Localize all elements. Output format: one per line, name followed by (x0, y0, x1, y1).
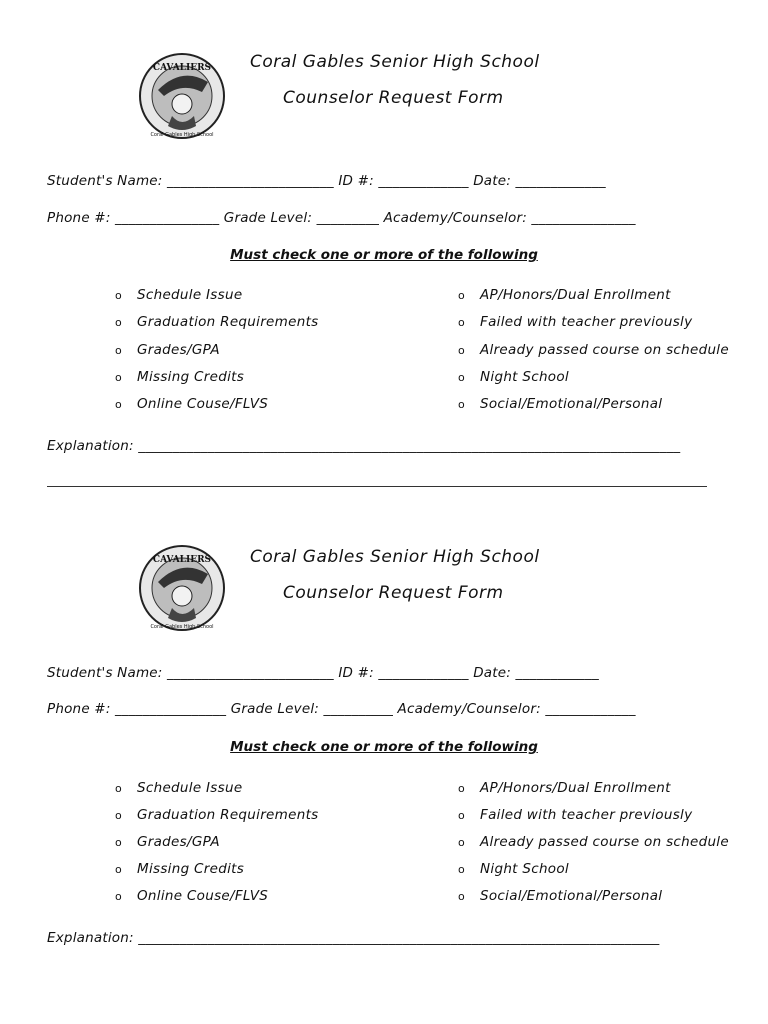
svg-text:Coral Gables High School: Coral Gables High School (150, 132, 214, 138)
counselor-form-2 (0, 492, 768, 982)
form-title: Counselor Request Form (283, 88, 504, 108)
option-missing-credits[interactable]: o Missing Credits (115, 861, 245, 877)
school-name: Coral Gables Senior High School (250, 52, 540, 72)
phone-line[interactable]: Phone #: _______________ Grade Level: _________ Academy/Counselor: _______________ (47, 210, 636, 226)
option-night-school[interactable]: o Night School (458, 861, 569, 877)
phone-line[interactable]: Phone #: ________________ Grade Level: __________ Academy/Counselor: _____________ (47, 701, 636, 717)
option-already-passed[interactable]: o Already passed course on schedule (458, 342, 729, 358)
school-name: Coral Gables Senior High School (250, 547, 540, 567)
option-graduation-requirements[interactable]: o Graduation Requirements (115, 314, 319, 330)
instruction-heading: Must check one or more of the following (230, 739, 538, 755)
cavaliers-logo (138, 52, 226, 140)
explanation-line[interactable]: Explanation: ___________________________________________________________________________ (47, 930, 660, 946)
student-name-line[interactable]: Student's Name: ________________________ ID #: _____________ Date: _____________ (47, 173, 606, 189)
instruction-heading: Must check one or more of the following (230, 247, 538, 263)
option-social-emotional[interactable]: o Social/Emotional/Personal (458, 396, 663, 412)
option-ap-honors[interactable]: o AP/Honors/Dual Enrollment (458, 287, 671, 303)
option-missing-credits[interactable]: o Missing Credits (115, 369, 245, 385)
option-online-course[interactable]: o Online Couse/FLVS (115, 396, 269, 412)
option-social-emotional[interactable]: o Social/Emotional/Personal (458, 888, 663, 904)
option-schedule-issue[interactable]: o Schedule Issue (115, 780, 243, 796)
option-graduation-requirements[interactable]: o Graduation Requirements (115, 807, 319, 823)
option-already-passed[interactable]: o Already passed course on schedule (458, 834, 729, 850)
form-title: Counselor Request Form (283, 583, 504, 603)
option-schedule-issue[interactable]: o Schedule Issue (115, 287, 243, 303)
svg-text:Coral Gables High School: Coral Gables High School (150, 624, 214, 630)
option-failed-teacher[interactable]: o Failed with teacher previously (458, 807, 693, 823)
option-grades-gpa[interactable]: o Grades/GPA (115, 834, 220, 850)
option-failed-teacher[interactable]: o Failed with teacher previously (458, 314, 693, 330)
explanation-extra-line[interactable] (47, 486, 707, 487)
counselor-form-1 (0, 0, 768, 490)
cavaliers-logo (138, 544, 226, 632)
svg-text:CAVALIERS: CAVALIERS (152, 63, 212, 73)
option-online-course[interactable]: o Online Couse/FLVS (115, 888, 269, 904)
student-name-line[interactable]: Student's Name: ________________________ ID #: _____________ Date: ____________ (47, 665, 599, 681)
explanation-line[interactable]: Explanation: ______________________________________________________________________________ (47, 438, 681, 454)
option-night-school[interactable]: o Night School (458, 369, 569, 385)
option-grades-gpa[interactable]: o Grades/GPA (115, 342, 220, 358)
option-ap-honors[interactable]: o AP/Honors/Dual Enrollment (458, 780, 671, 796)
svg-text:CAVALIERS: CAVALIERS (152, 555, 212, 565)
